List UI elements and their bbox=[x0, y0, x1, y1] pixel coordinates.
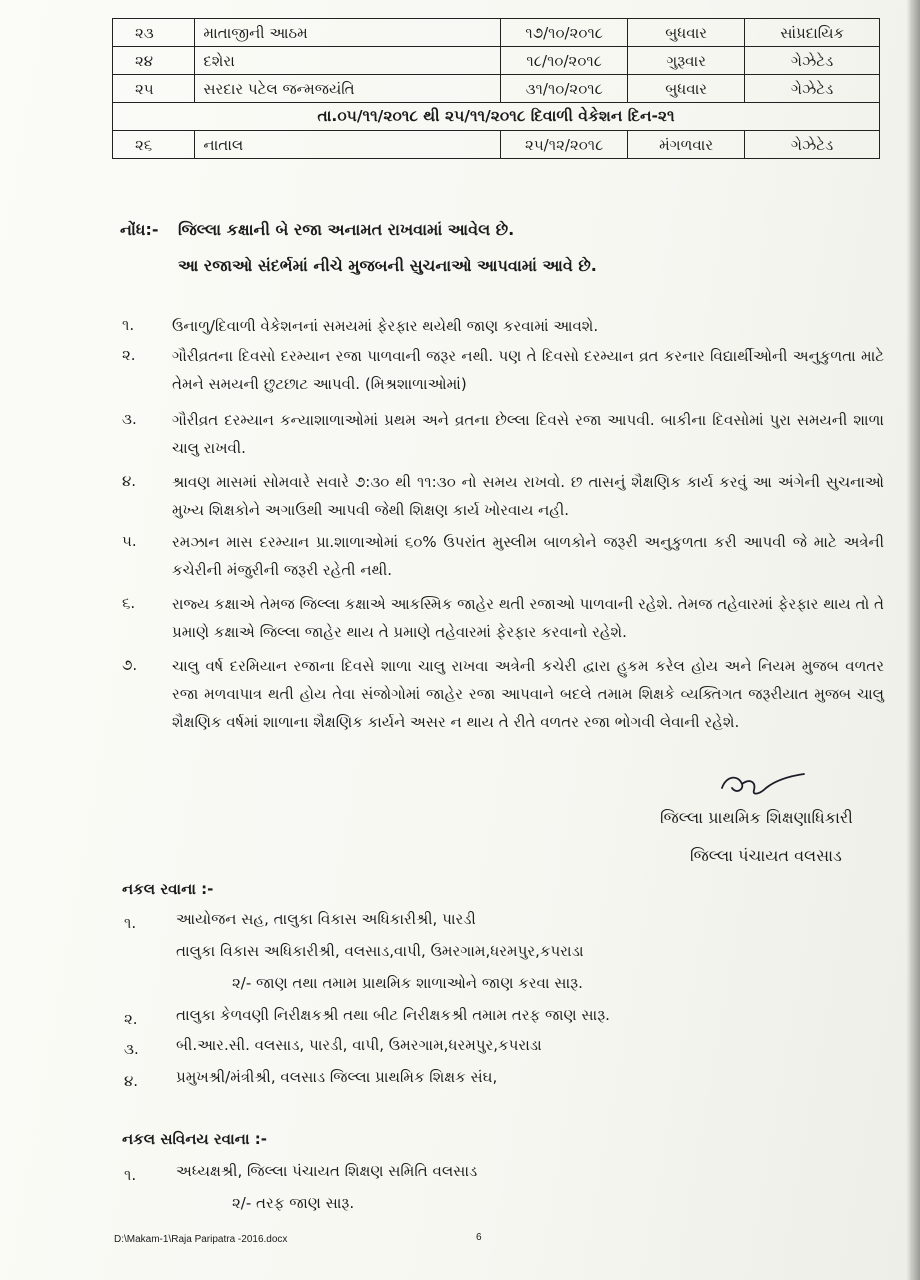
holiday-type: ગેઝેટેડ bbox=[745, 47, 880, 75]
holiday-name: નાતાલ bbox=[195, 131, 501, 159]
signatory-designation: જિલ્લા પ્રાથમિક શિક્ષણાધિકારી bbox=[660, 808, 853, 827]
holiday-date: ૩૧/૧૦/૨૦૧૮ bbox=[501, 75, 628, 103]
table-row bbox=[113, 47, 880, 75]
vacation-text: તા.૦૫/૧૧/૨૦૧૮ થી ૨૫/૧૧/૨૦૧૮ દિવાળી વેકેશન દિન-૨૧ bbox=[113, 103, 880, 131]
instruction-text: ગૌરીવ્રત દરમ્યાન કન્યાશાળાઓમાં પ્રથમ અને વ્રતના છેલ્લા દિવસે રજા આપવી. બાકીના દિવસોમાં પુરા સમયની શાળા ચાલુ રાખવી. bbox=[172, 411, 884, 457]
instruction-text: ગૌરીવ્રતના દિવસો દરમ્યાન રજા પાળવાની જરૂર નથી. પણ તે દિવસો દરમ્યાન વ્રત કરનાર વિદ્યાર્થીઓની અનુકુળતા માટે તેમને સમયની છુટછાટ આપવી. (મિશ્રશાળાઓમાં) bbox=[172, 347, 884, 393]
signature-mark bbox=[716, 768, 812, 808]
copy-number: ૪. bbox=[124, 1072, 139, 1090]
copy-recipient: પ્રમુખશ્રી/મંત્રીશ્રી, વલસાડ જિલ્લા પ્રાથમિક શિક્ષક સંઘ, bbox=[176, 1068, 498, 1086]
copy-number: ૧. bbox=[124, 914, 137, 932]
vacation-row bbox=[113, 103, 880, 131]
instruction-text: ઉનાળુ/દિવાળી વેકેશનનાં સમયમાં ફેરફાર થયેથી જાણ કરવામાં આવશે. bbox=[172, 317, 599, 335]
holiday-date: ૧૮/૧૦/૨૦૧૮ bbox=[501, 47, 628, 75]
instruction-number: ૩. bbox=[122, 410, 137, 428]
row-number: ૨૫ bbox=[113, 75, 195, 103]
polite-copies-heading: નકલ સવિનય રવાના :- bbox=[122, 1130, 267, 1148]
row-number: ૨૩ bbox=[113, 19, 195, 47]
instruction-text: રમઝાન માસ દરમ્યાન પ્રા.શાળાઓમાં ૬૦% ઉપરાંત મુસ્લીમ બાળકોને જરૂરી અનુકુળતા કરી આપવી જે માટે અત્રેની કચેરીની મંજુરીની જરૂરી રહેતી નથી. bbox=[172, 533, 884, 579]
table-row bbox=[113, 75, 880, 103]
page-number: 6 bbox=[476, 1232, 482, 1243]
copy-number: ૨. bbox=[124, 1010, 138, 1028]
holiday-type: ગેઝેટેડ bbox=[745, 75, 880, 103]
holiday-weekday: ગુરૂવાર bbox=[627, 47, 744, 75]
instruction-number: ૪. bbox=[122, 472, 137, 490]
footer-file-path: D:\Makam-1\Raja Paripatra -2016.docx bbox=[114, 1234, 288, 1245]
copy-recipient: ૨/- તરફ જાણ સારૂ. bbox=[232, 1194, 355, 1212]
holiday-date: ૨૫/૧૨/૨૦૧૮ bbox=[501, 131, 628, 159]
instruction-text: ચાલુ વર્ષ દરમિયાન રજાના દિવસે શાળા ચાલુ રાખવા અત્રેની કચેરી દ્વારા હુકમ કરેલ હોય અને નિયમ મુજબ વળતર રજા મળવાપાત્ર થતી હોય તેવા સંજોગોમાં જાહેર રજા આપવાને બદલે તમામ શિક્ષકે વ્યક્તિગત જરૂરીયાત મુજબ ચાલુ શૈક્ષણિક વર્ષમાં શાળાના શૈક્ષણિક કાર્યને અસર ન થાય તે રીતે વળતર રજા ભોગવી લેવાની રહેશે. bbox=[172, 657, 884, 731]
holiday-name: દશેરા bbox=[195, 47, 501, 75]
holiday-type: સાંપ્રદાયિક bbox=[745, 19, 880, 47]
note-label: નોંધ:- bbox=[120, 220, 159, 239]
holiday-weekday: મંગળવાર bbox=[627, 131, 744, 159]
page-edge-shadow bbox=[906, 0, 920, 1280]
row-number: ૨૪ bbox=[113, 47, 195, 75]
row-number: ૨૬ bbox=[113, 131, 195, 159]
signatory-office: જિલ્લા પંચાયત વલસાડ bbox=[690, 846, 842, 865]
holiday-weekday: બુધવાર bbox=[627, 19, 744, 47]
holiday-table bbox=[112, 18, 880, 159]
copy-recipient: બી.આર.સી. વલસાડ, પારડી, વાપી, ઉમરગામ,ધરમપુર,કપરાડા bbox=[176, 1036, 542, 1054]
copy-number: ૩. bbox=[124, 1040, 139, 1058]
copies-heading: નકલ રવાના :- bbox=[122, 880, 214, 898]
copy-recipient: તાલુકા વિકાસ અધિકારીશ્રી, વલસાડ,વાપી, ઉમરગામ,ધરમપુર,કપરાડા bbox=[176, 942, 584, 960]
copy-recipient: અધ્યક્ષશ્રી, જિલ્લા પંચાયત શિક્ષણ સમિતિ વલસાડ bbox=[176, 1162, 478, 1180]
copy-recipient: તાલુકા કેળવણી નિરીક્ષકશ્રી તથા બીટ નિરીક્ષકશ્રી તમામ તરફ જાણ સારૂ. bbox=[176, 1006, 610, 1024]
copy-number: ૧. bbox=[124, 1166, 137, 1184]
instruction-number: ૫. bbox=[122, 532, 137, 550]
holiday-name: સરદાર પટેલ જન્મજયંતિ bbox=[195, 75, 501, 103]
note-line-2: આ રજાઓ સંદર્ભમાં નીચે મુજબની સુચનાઓ આપવામાં આવે છે. bbox=[178, 256, 597, 275]
table-row bbox=[113, 131, 880, 159]
holiday-weekday: બુધવાર bbox=[627, 75, 744, 103]
instruction-number: ૧. bbox=[122, 316, 135, 334]
note-line-1: જિલ્લા કક્ષાની બે રજા અનામત રાખવામાં આવેલ છે. bbox=[178, 220, 515, 239]
copy-recipient: ૨/- જાણ તથા તમામ પ્રાથમિક શાળાઓને જાણ કરવા સારૂ. bbox=[232, 974, 583, 992]
holiday-type: ગેઝેટેડ bbox=[745, 131, 880, 159]
instruction-number: ૬. bbox=[122, 594, 136, 612]
holiday-name: માતાજીની આઠમ bbox=[195, 19, 501, 47]
instruction-number: ૭. bbox=[122, 656, 138, 674]
instruction-text: શ્રાવણ માસમાં સોમવારે સવારે ૭:૩૦ થી ૧૧:૩૦ નો સમય રાખવો. છ તાસનું શૈક્ષણિક કાર્ય કરવું આ અંગેની સુચનાઓ મુખ્ય શિક્ષકોને અગાઉથી આપવી જેથી શિક્ષણ કાર્ય ખોરવાય નહી. bbox=[172, 473, 884, 519]
copy-recipient: આયોજન સહ, તાલુકા વિકાસ અધિકારીશ્રી, પારડી bbox=[176, 910, 476, 928]
holiday-date: ૧૭/૧૦/૨૦૧૮ bbox=[501, 19, 628, 47]
instruction-number: ૨. bbox=[122, 346, 136, 364]
table-row bbox=[113, 19, 880, 47]
instruction-text: રાજ્ય કક્ષાએ તેમજ જિલ્લા કક્ષાએ આકસ્મિક જાહેર થતી રજાઓ પાળવાની રહેશે. તેમજ તહેવારમાં ફેરફાર થાય તો તે પ્રમાણે કક્ષાએ જિલ્લા જાહેર થાય તે પ્રમાણે તહેવારમાં ફેરફાર કરવાનો રહેશે. bbox=[172, 595, 884, 641]
